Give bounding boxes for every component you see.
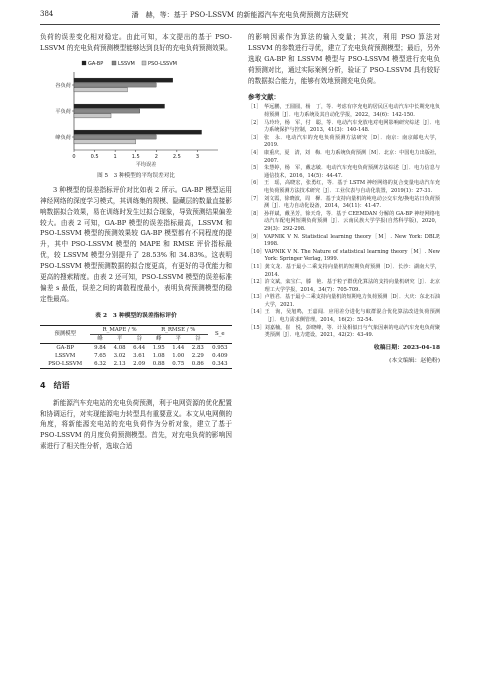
sub-header: 谷 <box>195 335 201 342</box>
editor-note: (本文编辑：赵艳粉) <box>389 357 440 364</box>
reference-text: 王 瑶，高晓宏，张勇红，等．基于 LSTM 神经网络的复合变量电动汽车充电负荷预测方法技术研究［J］．工业仪表与自动化装置，2019(1)：27-31. <box>264 180 440 194</box>
reference-item <box>248 309 440 324</box>
figure-5 <box>40 58 232 170</box>
cell: 0.75 <box>172 360 185 367</box>
bar <box>74 114 111 118</box>
references-heading: 参考文献： <box>248 92 280 101</box>
bar-chart <box>40 58 232 170</box>
cell: 0.86 <box>191 360 204 367</box>
cell: 1.08 <box>152 352 165 359</box>
bar <box>74 109 140 113</box>
x-tick-label: 0.5 <box>90 153 99 160</box>
sub-header: 平 <box>175 335 181 342</box>
sub-header: 峰 <box>97 335 103 342</box>
legend-swatch <box>112 61 116 65</box>
legend-label: GA-BP <box>88 60 104 67</box>
reference-item <box>248 120 440 135</box>
table-row <box>40 343 232 352</box>
right-paragraph-1: 的影响因素作为算法的输入变量；其次，利用 PSO 算法对 LSSVM 的参数进行寻优，建立了充电负荷预测模型；最后，另外选取 GA-BP 和 LSSVM 模型与 PSO-LSSVM 模型进行充电负荷预测对比，通过实际案例分析，验证了 PSO-LSSVM 具有较好的数据拟合能力，能够有效地预测充电负荷。 <box>248 33 440 85</box>
sub-header: 谷 <box>136 335 142 342</box>
cell: 2.09 <box>133 360 146 367</box>
cell: 0.409 <box>212 352 228 359</box>
bar <box>74 135 156 139</box>
cell: 2.83 <box>191 344 204 351</box>
row-model: GA-BP <box>56 344 74 351</box>
left-paragraph-3: 新能源汽车充电站的充电负荷预测，利于电网资源的优化配置和协调运行，对实现能源电力转型具有重要意义。本文从电网侧的角度，将新能源充电站的充电负荷作为分析对象，建立了基于 PSO-LSSVM 的月度负荷预测模型。首先，对充电负荷的影响因素进行了相关性分析，选取合适 <box>40 398 232 451</box>
reference-text: 华远鹏，王圆圆，杨 丁，等．考虑有序充电的居民区电动汽车中长期充电负荷预测［J］．电力系统及其自动化学报，2022，34(6)：142-150. <box>264 104 440 119</box>
reference-number: ［10］ <box>248 248 265 255</box>
reference-item <box>248 150 440 165</box>
y-tick-label: 平负荷 <box>55 108 71 115</box>
x-axis-label: 平均误差 <box>135 161 157 168</box>
col-rmse: R_RMSE / % <box>149 325 208 334</box>
cell: 9.84 <box>94 344 107 351</box>
cell: 1.00 <box>172 352 185 359</box>
x-tick-label: 2 <box>154 153 158 160</box>
table-row <box>40 360 232 369</box>
col-s: S_e <box>208 325 232 343</box>
legend-label: LSSVM <box>118 60 135 67</box>
reference-number: ［4］ <box>248 150 262 156</box>
reference-number: ［12］ <box>248 279 265 286</box>
reference-item <box>248 294 440 309</box>
x-tick-label: 2.5 <box>172 153 181 160</box>
right-column <box>248 32 440 366</box>
legend-swatch <box>142 61 146 65</box>
error-table <box>40 325 232 369</box>
y-tick-label: 谷负荷 <box>55 82 71 89</box>
cell: 6.44 <box>133 344 146 351</box>
received-date: 收稿日期：2023-04-18 <box>373 344 440 351</box>
cell: 3.02 <box>113 352 126 359</box>
running-header <box>40 10 440 24</box>
sub-header: 平 <box>116 335 123 342</box>
reference-text: 朱慧婷，杨 军，戴志敏．电动汽车充电负荷预测方法综述［J］．电力信息与通信技术，2016，14(5)：44-47. <box>264 165 440 179</box>
cell: 6.32 <box>94 360 107 367</box>
reference-number: ［1］ <box>248 104 262 111</box>
reference-item <box>248 249 440 264</box>
left-paragraph-1: 负荷的误差变化相对稳定。由此可知，本文提出的基于 PSO-LSSVM 的充电负荷预测模型能够达到良好的充电负荷预测效果。 <box>40 33 232 52</box>
reference-number: ［6］ <box>248 180 262 187</box>
running-title: 潘 赫，等：基于 PSO-LSSVM 的新能源汽车充电负荷预测方法研究 <box>131 11 349 19</box>
reference-number: ［3］ <box>248 134 262 141</box>
reference-text: 龚文龙．基于最小二乘支持向量机的短期负荷预测［D］．长沙：湖南大学，2014. <box>264 263 440 278</box>
bar <box>74 88 127 92</box>
reference-item <box>248 165 440 180</box>
header-rule <box>40 24 440 25</box>
reference-text: 张 永．电动汽车的充电负荷预测方法研究［D］．南京：南京邮电大学，2019. <box>264 134 440 149</box>
table-header-row <box>40 325 232 334</box>
reference-item <box>248 234 440 249</box>
reference-item <box>248 104 440 119</box>
reference-number: ［13］ <box>248 294 265 301</box>
reference-text: 刘文霞，徐晓波，周 樨．基于支持向量机的纯电动公交车充/换电站日负荷预测［J］．电力自动化设备，2014，34(11)：41-47. <box>264 195 440 210</box>
row-model: PSO-LSSVM <box>48 360 83 367</box>
reference-number: ［2］ <box>248 119 262 126</box>
x-tick-label: 0 <box>72 153 76 160</box>
col-mape: R_MAPE / % <box>90 325 149 334</box>
figure-caption: 图 5 3 种模型的平均误差对比 <box>97 172 175 179</box>
reference-item <box>248 211 440 234</box>
left-column <box>40 32 232 452</box>
reference-number: ［7］ <box>248 195 262 202</box>
reference-number: ［11］ <box>248 263 265 270</box>
table-row <box>40 352 232 360</box>
reference-item <box>248 264 440 279</box>
reference-item <box>248 135 440 150</box>
reference-item <box>248 279 440 294</box>
legend-swatch <box>82 61 86 65</box>
sub-header: 峰 <box>156 335 162 342</box>
legend-label: PSO-LSSVM <box>148 60 177 67</box>
row-model: LSSVM <box>55 352 76 359</box>
cell: 2.29 <box>191 352 204 359</box>
x-tick-label: 1 <box>113 153 117 160</box>
cell: 7.65 <box>94 352 107 359</box>
reference-text: 孙祥斌，戴圣芳，徐天奇，等．基于 CEEMDAN 分解的 GA-BP 神经网络电动汽车配电网短期负荷预测［J］．云南民族大学学报(自然科学版)，2020，29(3)：292-298. <box>264 210 440 232</box>
reference-text: 刘嘉楠，崔 悦，彭晓峰，等．计及相似日与气象因素的电动汽车充电负荷聚类预测［J］．电力建设，2021，42(2)：43-49. <box>264 324 440 339</box>
reference-item <box>248 325 440 340</box>
reference-number: ［14］ <box>248 309 265 316</box>
reference-text: VAPNIK V N. Statistical learning theory［M］. New York: DBLP, 1998. <box>264 233 440 248</box>
reference-text: 卢胜君．基于最小二乘支持向量机的短期电力负荷预测［D］．大庆：东北石油大学，2021. <box>264 294 440 308</box>
cell: 1.95 <box>152 344 165 351</box>
bar <box>74 140 136 144</box>
cell: 0.343 <box>212 360 228 367</box>
x-tick-label: 1.5 <box>131 153 140 160</box>
cell: 1.44 <box>172 344 185 351</box>
cell: 4.08 <box>113 344 126 351</box>
reference-list <box>248 104 440 339</box>
left-paragraph-2: 3 种模型的误差指标评价对比如表 2 所示。GA-BP 模型运用神经网络的深度学习模式，其训练集的规模、隐藏层的数量直接影响数据拟合效果，易在训练时发生过拟合现象，导致预测结果偏差较大。由表 2 可知，GA-BP 模型的误差指标最高，LSSVM 和 PSO-LSSVM 模型的预测效果较 GA-BP 模型都有不同程度的提升，其中 PSO-LSSVM 模型的 MAPE 和 RMSE 评价指标最优，较 LSSVM 模型分别提升了 28.53% 和 34.83%。这表明 PSO-LSSVM 模型预测数据的拟合度更高，有更好的寻优能力和更高的搜索精度。由表 2 还可知，PSO-LSSVM 模型的误差标准偏差 s 最低，误差之间的离散程度最小，表明负荷预测模型的稳定性最高。 <box>40 185 232 303</box>
cell: 0.953 <box>212 344 228 351</box>
reference-number: ［9］ <box>248 233 262 240</box>
reference-text: 马玲玲，杨 军，付 聪，等．电动汽车充放电对电网影响研究综述［J］．电力系统保护与控制，2013，41(3)：140-148. <box>264 119 440 134</box>
cell: 2.13 <box>113 360 126 367</box>
bar <box>74 83 156 87</box>
reference-text: 康重庆，夏 清，刘 梅．电力系统负荷预测［M］．北京：中国电力出版社，2007. <box>264 150 440 164</box>
bar <box>74 130 202 134</box>
reference-number: ［15］ <box>248 324 265 331</box>
reference-text: 許文斌，栾宝仁，滕 艳．基于粒子群优化算法的支持向量机研究［J］．北京理工大学学报，2014，34(7)：705-709. <box>264 279 440 293</box>
reference-text: VAPNIK V N. The Nature of statistical learning theory［M］. New York: Springer Verlag, 1999. <box>264 248 440 263</box>
col-model: 预测模型 <box>40 325 90 343</box>
section-heading: 4 结语 <box>40 380 70 390</box>
table-caption: 表 2 3 种模型的误差指标评价 <box>95 312 177 319</box>
reference-item <box>248 196 440 211</box>
reference-item <box>248 180 440 195</box>
bar <box>74 78 173 82</box>
x-tick-label: 3 <box>195 153 200 160</box>
cell: 3.61 <box>133 352 146 359</box>
bar <box>74 104 165 108</box>
cell: 0.88 <box>152 360 165 367</box>
reference-number: ［8］ <box>248 210 262 217</box>
y-tick-label: 峰负荷 <box>55 134 71 141</box>
reference-text: 王 洵，吴旭鸣，王嘉闻．应用差分进化与蚁群混合优化算法改进负荷预测［J］．电力需求侧管理，2014，16(2)：52-54. <box>264 309 440 324</box>
reference-number: ［5］ <box>248 165 262 172</box>
page-number: 384 <box>40 10 54 18</box>
